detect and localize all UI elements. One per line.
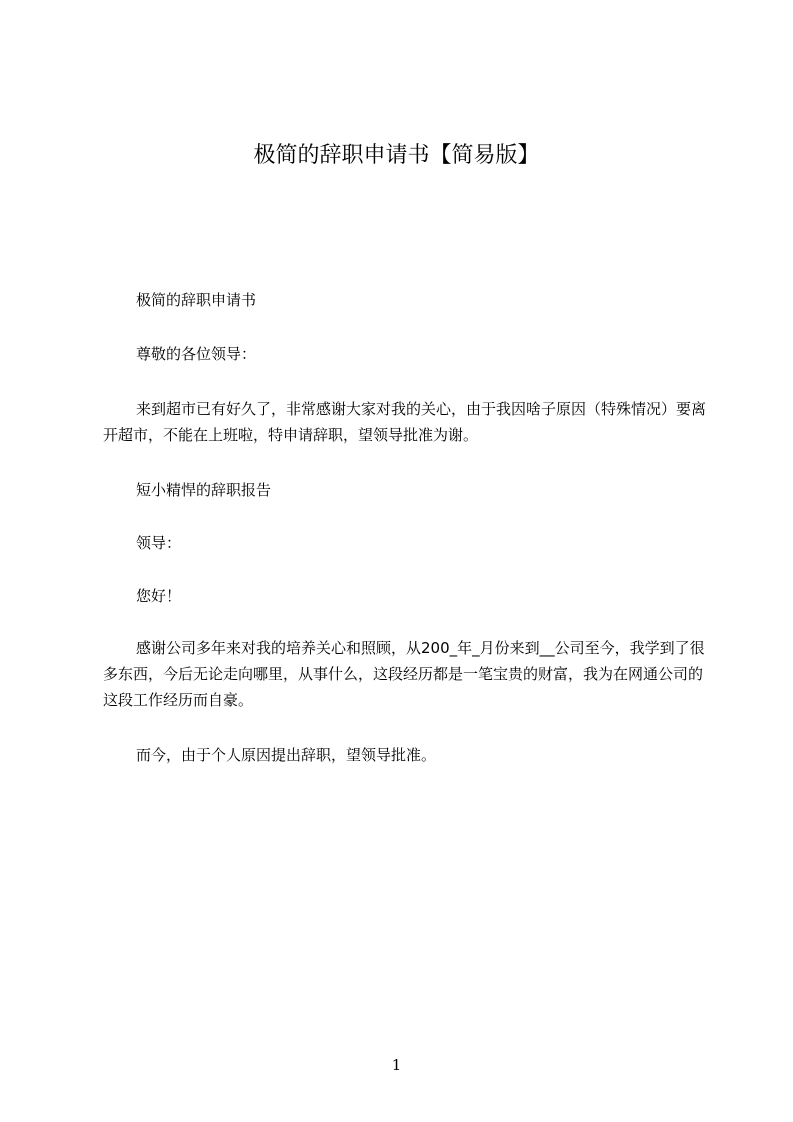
paragraph-salutation-2: 领导： <box>136 534 182 552</box>
paragraph-salutation: 尊敬的各位领导： <box>136 345 257 363</box>
paragraph-heading: 极简的辞职申请书 <box>136 291 257 309</box>
paragraph-body-2: 感谢公司多年来对我的培养关心和照顾，从200_年_月份来到__公司至今，我学到了很多东西，今后无论走向哪里，从事什么，这段经历都是一笔宝贵的财富，我为在网通公司的这段工作经历而自豪。 <box>103 639 705 709</box>
paragraph-greeting: 您好！ <box>136 587 182 605</box>
paragraph-closing: 而今，由于个人原因提出辞职，望领导批准。 <box>136 746 437 764</box>
paragraph-subheading: 短小精悍的辞职报告 <box>136 481 272 499</box>
paragraph-body: 来到超市已有好久了，非常感谢大家对我的关心，由于我因啥子原因（特殊情况）要离开超市，不能在上班啦，特申请辞职，望领导批准为谢。 <box>103 400 707 444</box>
document-title: 极简的辞职申请书【简易版】 <box>253 143 540 168</box>
page-number: 1 <box>391 1056 402 1074</box>
